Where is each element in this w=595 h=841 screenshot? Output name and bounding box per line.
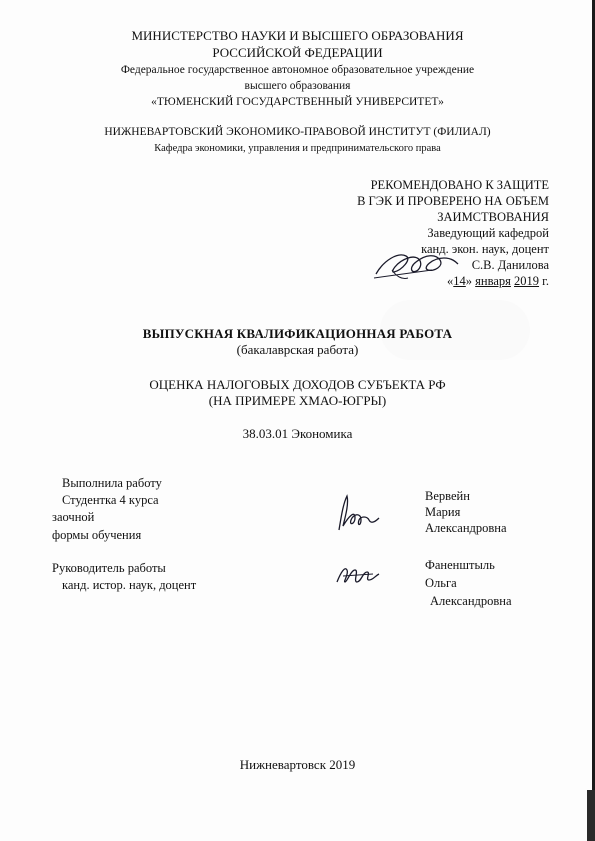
approval-line-2: В ГЭК И ПРОВЕРЕНО НА ОБЪЕМ xyxy=(357,194,549,208)
supervisor-label-1: Руководитель работы xyxy=(52,561,166,575)
author-surname: Вервейн xyxy=(425,489,470,503)
supervisor-first-name: Ольга xyxy=(425,576,457,590)
work-subtype: (бакалаврская работа) xyxy=(236,342,359,357)
supervisor-signature xyxy=(333,560,381,590)
head-signature xyxy=(372,240,462,285)
author-patronymic: Александровна xyxy=(425,521,507,535)
approval-line-3: ЗАИМСТВОВАНИЯ xyxy=(437,210,549,224)
supervisor-surname: Фаненштыль xyxy=(425,558,495,572)
author-label-2: Студентка 4 курса xyxy=(62,493,159,507)
approval-year: 2019 xyxy=(514,274,540,288)
ministry-line-1: МИНИСТЕРСТВО НАУКИ И ВЫСШЕГО ОБРАЗОВАНИЯ xyxy=(131,28,464,43)
institution-line-2: высшего образования xyxy=(244,80,351,92)
scan-corner-shadow xyxy=(587,790,595,841)
author-label-4: формы обучения xyxy=(52,528,142,542)
approval-line-1: РЕКОМЕНДОВАНО К ЗАЩИТЕ xyxy=(370,178,549,192)
topic-line-1: ОЦЕНКА НАЛОГОВЫХ ДОХОДОВ СУБЪЕКТА РФ xyxy=(149,377,446,392)
approval-day: 14 xyxy=(453,274,466,288)
supervisor-patronymic: Александровна xyxy=(430,594,512,608)
approval-date: «14» января 2019 г. xyxy=(447,274,549,288)
institution-line-1: Федеральное государственное автономное образовательное учреждение xyxy=(120,64,475,76)
topic-line-2: (НА ПРИМЕРЕ ХМАО-ЮГРЫ) xyxy=(208,393,387,408)
city-year: Нижневартовск 2019 xyxy=(239,757,356,772)
approval-line-4: Заведующий кафедрой xyxy=(427,226,549,240)
approval-year-suffix: г. xyxy=(542,274,549,288)
author-label-1: Выполнила работу xyxy=(62,476,162,490)
author-first-name: Мария xyxy=(425,505,461,519)
specialty: 38.03.01 Экономика xyxy=(242,426,353,441)
ministry-line-2: РОССИЙСКОЙ ФЕДЕРАЦИИ xyxy=(212,45,383,60)
author-signature xyxy=(333,490,383,535)
department-name: Кафедра экономики, управления и предпринимательского права xyxy=(154,143,441,154)
approval-line-5: канд. экон. наук, доцент xyxy=(421,242,549,256)
institute-name: НИЖНЕВАРТОВСКИЙ ЭКОНОМИКО-ПРАВОВОЙ ИНСТИТУТ (ФИЛИАЛ) xyxy=(104,126,491,138)
university-name: «ТЮМЕНСКИЙ ГОСУДАРСТВЕННЫЙ УНИВЕРСИТЕТ» xyxy=(151,96,444,108)
work-type: ВЫПУСКНАЯ КВАЛИФИКАЦИОННАЯ РАБОТА xyxy=(142,326,453,341)
approval-head-name: С.В. Данилова xyxy=(471,258,549,272)
author-label-3: заочной xyxy=(52,510,95,524)
supervisor-label-2: канд. истор. наук, доцент xyxy=(62,578,197,592)
approval-month: января xyxy=(475,274,511,288)
